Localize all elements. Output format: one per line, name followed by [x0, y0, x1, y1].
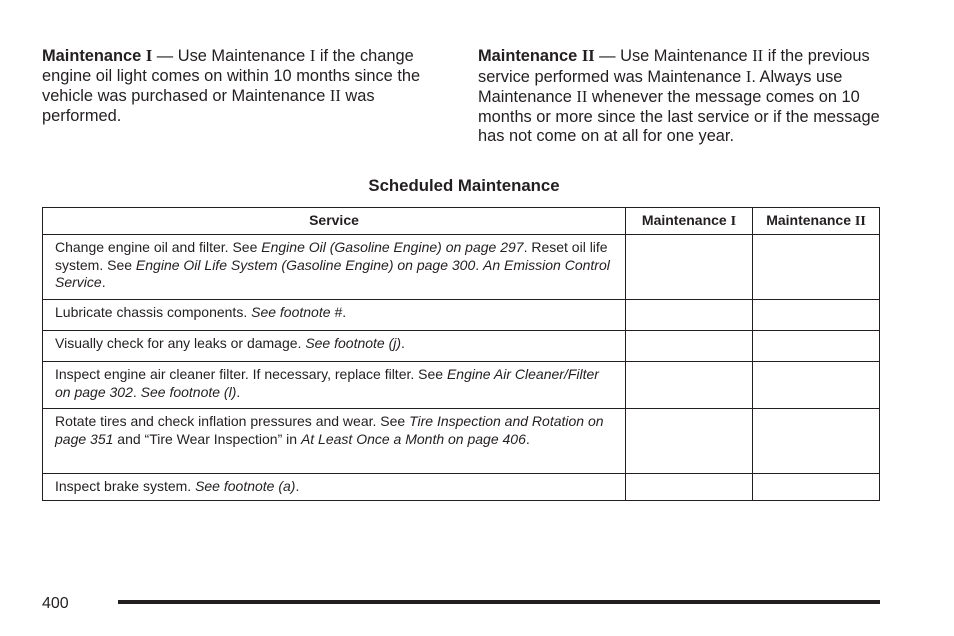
- header-maintenance-ii: Maintenance II: [753, 208, 880, 235]
- maintenance-i-paragraph: Maintenance I — Use Maintenance I if the change engine oil light comes on within 10 months since the vehicle was purchased or Maintenance II was performed.: [42, 46, 421, 125]
- scheduled-maintenance-table: [42, 207, 880, 501]
- maintenance-ii-cell: [753, 474, 880, 501]
- maintenance-ii-cell: [753, 300, 880, 331]
- maintenance-i-cell: [626, 362, 753, 409]
- footer-rule: [118, 600, 880, 604]
- maintenance-ii-cell: [753, 331, 880, 362]
- maintenance-ii-cell: [753, 362, 880, 409]
- header-maintenance-i: Maintenance I: [626, 208, 753, 235]
- maintenance-i-label: Maintenance I: [42, 46, 153, 65]
- maintenance-i-cell: [626, 474, 753, 501]
- service-cell: Rotate tires and check inflation pressures and wear. See Tire Inspection and Rotation on page 351 and “Tire Wear Inspection” in At Least Once a Month on page 406.: [43, 409, 626, 474]
- header-service: Service: [43, 208, 626, 235]
- maintenance-i-cell: [626, 409, 753, 474]
- maintenance-ii-cell: [753, 409, 880, 474]
- table-header-row: [43, 208, 880, 235]
- table-row: [43, 474, 880, 501]
- table-row: [43, 409, 880, 474]
- table-row: [43, 235, 880, 300]
- maintenance-i-cell: [626, 331, 753, 362]
- service-cell: Lubricate chassis components. See footnote #.: [43, 300, 626, 331]
- table-title: Scheduled Maintenance: [368, 176, 560, 195]
- table-row: [43, 362, 880, 409]
- service-cell: Change engine oil and filter. See Engine Oil (Gasoline Engine) on page 297. Reset oil life system. See Engine Oil Life System (Gasoline Engine) on page 300. An Emission Control Service.: [43, 235, 626, 300]
- maintenance-ii-label: Maintenance II: [478, 46, 595, 65]
- page-number: 400: [42, 595, 69, 612]
- maintenance-i-cell: [626, 300, 753, 331]
- service-cell: Inspect engine air cleaner filter. If necessary, replace filter. See Engine Air Cleaner/Filter on page 302. See footnote (l).: [43, 362, 626, 409]
- service-cell: Visually check for any leaks or damage. See footnote (j).: [43, 331, 626, 362]
- maintenance-i-cell: [626, 235, 753, 300]
- maintenance-ii-paragraph: Maintenance II — Use Maintenance II if the previous service performed was Maintenance I. Always use Maintenance II whenever the message comes on 10 months or more since the last service or if the message has not come on at all for one year.: [478, 46, 880, 146]
- table-row: [43, 331, 880, 362]
- maintenance-ii-cell: [753, 235, 880, 300]
- table-row: [43, 300, 880, 331]
- service-cell: Inspect brake system. See footnote (a).: [43, 474, 626, 501]
